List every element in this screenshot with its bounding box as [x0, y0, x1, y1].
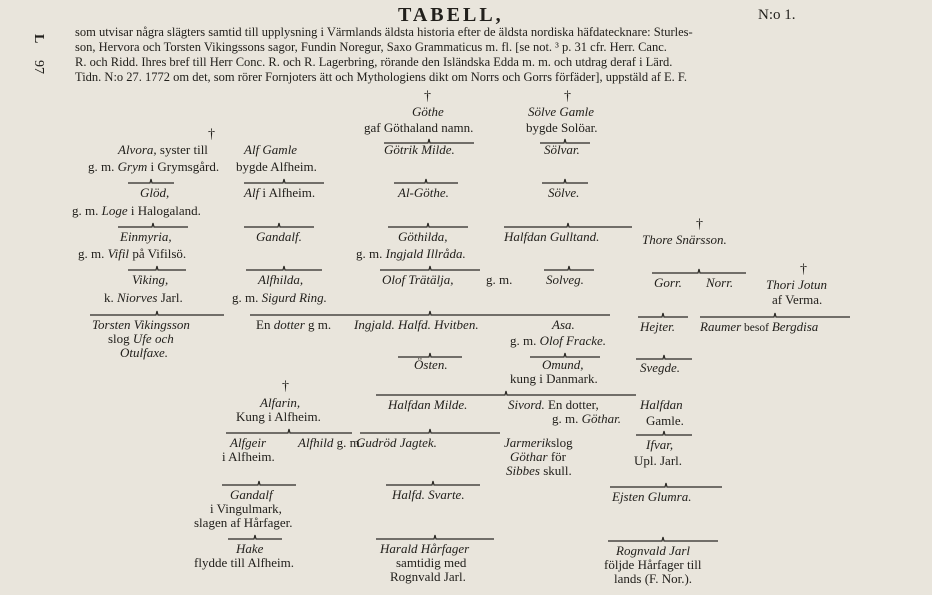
text: k. [104, 290, 117, 305]
entry-rognvald-jarl: Rognvald Jarl. [390, 569, 466, 584]
name: Olof Fracke. [539, 333, 607, 348]
entry-solvar: Sölvar. [544, 142, 580, 157]
bracket [544, 265, 594, 271]
text: slog [550, 435, 573, 450]
bracket [610, 482, 722, 488]
bracket [700, 312, 850, 318]
cross-mark: † [800, 262, 807, 277]
entry-alfhild [298, 436, 363, 450]
entry-upl-jarl: Upl. Jarl. [634, 453, 683, 468]
entry-jarmerik [504, 436, 573, 450]
entry-asa: Asa. [552, 317, 575, 332]
entry-vingulmark: i Vingulmark, [210, 501, 282, 516]
bracket [388, 222, 468, 228]
name: Alf [244, 185, 260, 200]
entry-loge [72, 204, 201, 218]
text: i Alfheim. [259, 185, 316, 200]
name: Sibbes [506, 463, 540, 478]
name: Loge [101, 203, 128, 218]
bracket [376, 390, 636, 396]
entry-torsten: Torsten Vikingsson [92, 317, 190, 332]
table-number: N:o 1. [758, 7, 796, 23]
entry-lands: lands (F. Nor.). [614, 571, 693, 586]
entry-alfgeir: Alfgeir [230, 435, 267, 450]
entry-niorves [104, 291, 183, 305]
cross-mark: † [564, 89, 571, 104]
name: Ufe och [132, 331, 174, 346]
intro-line-2: son, Hervora och Torsten Vikingssons sagor, Fundin Noregur, Saxo Grammaticus m. fl. [se not. ³ p. 31 cfr. Herr. Canc. [75, 40, 667, 54]
text: på Vifilsö. [129, 246, 187, 261]
entry-solve-gamle: Sölve Gamle [528, 104, 595, 119]
entry-gothar-for [510, 450, 566, 464]
entry-gamle: Gamle. [646, 413, 684, 428]
entry-halfd-svarte: Halfd. Svarte. [392, 487, 465, 502]
bracket [380, 265, 480, 271]
name: Grym [117, 159, 148, 174]
entry-norr: Norr. [706, 275, 734, 290]
name: Göthar [510, 449, 548, 464]
text: g. m. [72, 203, 102, 218]
entry-alf-gamle: Alf Gamle [244, 142, 298, 157]
text: g. m. [232, 290, 262, 305]
bracket [244, 178, 324, 184]
name: dotter [273, 317, 305, 332]
entry-olof-fracke [510, 334, 606, 348]
bracket [376, 534, 494, 540]
entry-raumer [700, 320, 818, 335]
bracket [504, 222, 632, 228]
entry-thore: Thore Snärsson. [642, 232, 727, 247]
bracket [386, 480, 480, 486]
bracket [542, 178, 588, 184]
bracket [638, 312, 688, 318]
entry-halfdan-gulltand: Halfdan Gulltand. [504, 229, 600, 244]
margin-mark: L [31, 34, 46, 44]
entry-viking: Viking, [132, 272, 169, 287]
text: g. m. [88, 159, 118, 174]
cross-mark: † [282, 379, 289, 394]
entry-thori-jotun: Thori Jotun [766, 277, 828, 292]
text: g. m. [552, 411, 582, 426]
entry-gaf-gothaland: gaf Göthaland namn. [364, 120, 474, 135]
text: besof [741, 322, 772, 334]
text: En [256, 317, 274, 332]
entry-alf [244, 186, 315, 200]
text: skull. [539, 463, 572, 478]
text: g. m. [333, 435, 364, 450]
intro-line-4: Tidn. N:o 27. 1772 om det, som rörer Fornjoters ätt och Mythologiens dikt om Norrs och Gorrs förfäder], uppstäld af E. F. [75, 70, 687, 84]
name: Alvora, [118, 142, 157, 157]
cross-mark: † [424, 89, 431, 104]
bracket [128, 265, 186, 271]
entry-svegde: Svegde. [640, 360, 681, 375]
text: g. m. [510, 333, 540, 348]
entry-glod: Glöd, [140, 185, 170, 200]
name: Göthar. [581, 411, 621, 426]
cross-mark: † [208, 127, 215, 142]
entry-gothe: Göthe [412, 104, 444, 119]
entry-ejsten: Ejsten Glumra. [612, 489, 692, 504]
entry-hake: Hake [236, 541, 264, 556]
bracket [244, 222, 314, 228]
intro-line-3: R. och Ridd. Ihres bref till Herr Conc. R. och R. Lagerbring, rörande den Isländska Edda m. m. och utdrag deraf i Lärd. [75, 55, 673, 69]
entry-gudrod: Gudröd Jagtek. [356, 435, 437, 450]
text: i Grymsgård. [147, 159, 220, 174]
entry-alfhilda: Alfhilda, [258, 272, 304, 287]
entry-gandalf: Gandalf. [256, 229, 302, 244]
entry-solve: Sölve. [548, 185, 580, 200]
entry-flydde: flydde till Alfheim. [194, 555, 295, 570]
entry-sivord [508, 398, 599, 412]
page-title: TABELL, [398, 4, 504, 26]
bracket [246, 265, 322, 271]
entry-samtidig: samtidig med [396, 555, 467, 570]
entry-slog [108, 332, 174, 346]
entry-slagen: slagen af Hårfager. [194, 515, 293, 530]
entry-gandalf-vingulmark: Gandalf [230, 487, 273, 502]
entry-vifil [78, 247, 186, 261]
entry-ifvar: Ifvar, [646, 437, 674, 452]
bracket-long [250, 310, 610, 316]
entry-rognvald: Rognvald Jarl [616, 543, 691, 558]
entry-osten: Östen. [414, 357, 448, 372]
name: Raumer [700, 319, 742, 334]
bracket [652, 268, 746, 274]
name: Sigurd Ring. [261, 290, 327, 305]
name: Bergdisa [771, 319, 819, 334]
entry-af-verma: af Verma. [772, 292, 823, 307]
entry-kung-danmark: kung i Danmark. [510, 371, 598, 386]
name: Vifil [107, 246, 130, 261]
bracket [228, 534, 282, 540]
entry-solveg: Solveg. [546, 272, 584, 287]
text: En dotter, [544, 397, 599, 412]
text: i Halogaland. [127, 203, 201, 218]
entry-gorr: Gorr. [654, 275, 682, 290]
entry-gothilda: Göthilda, [398, 229, 448, 244]
entry-soloar: bygde Solöar. [526, 120, 598, 135]
text: g. m. [78, 246, 108, 261]
text: g m. [304, 317, 332, 332]
entry-olof-gm: g. m. [486, 272, 513, 287]
name: Niorves [117, 290, 158, 305]
entry-alfarin: Alfarin, [260, 395, 301, 410]
entry-gothar [552, 412, 621, 426]
entry-bygde-alfheim: bygde Alfheim. [236, 159, 317, 174]
entry-otulfaxe: Otulfaxe. [120, 345, 169, 360]
entry-halfdan-gamle: Halfdan [640, 397, 683, 412]
bracket [118, 222, 188, 228]
intro-line-1: som utvisar några slägters samtid till upplysning i Värmlands äldsta historia efter de äldsta nordiska häfdatecknare: Sturles- [75, 25, 693, 39]
bracket [128, 178, 174, 184]
entry-halfdan-milde: Halfdan Milde. [388, 397, 468, 412]
entry-hejter: Hejter. [640, 319, 676, 334]
entry-alfgeir-alfheim: i Alfheim. [222, 449, 275, 464]
name: Ingjald Illråda. [385, 246, 466, 261]
bracket [360, 428, 500, 434]
entry-kung-alfheim: Kung i Alfheim. [236, 409, 321, 424]
entry-al-gothe: Al-Göthe. [398, 185, 449, 200]
entry-harald: Harald Hårfager [380, 541, 470, 556]
bracket [222, 480, 296, 486]
entry-grym [88, 160, 219, 174]
entry-einmyria: Einmyria, [120, 229, 172, 244]
name: Jarmerik [504, 435, 551, 450]
entry-ingjald-halfdan: Ingjald. Halfd. Hvitben. [354, 317, 479, 332]
cross-mark: † [696, 217, 703, 232]
bracket [636, 430, 692, 436]
bracket [226, 428, 352, 434]
margin-page-number: 97 [31, 60, 46, 74]
entry-omund: Omund, [542, 357, 584, 372]
entry-gotrik: Götrik Milde. [384, 142, 455, 157]
text: syster till [156, 142, 208, 157]
entry-ingjald-illrada [356, 247, 466, 261]
entry-sigurd [232, 291, 327, 305]
entry-en-dotter [256, 318, 331, 332]
entry-sibbes [506, 464, 572, 478]
entry-alvora [118, 143, 208, 157]
bracket [608, 536, 718, 542]
entry-olof-tratalja: Olof Trätälja, [382, 272, 454, 287]
name: Sivord. [508, 397, 545, 412]
text: slog [108, 331, 133, 346]
bracket [394, 178, 458, 184]
text: Jarl. [157, 290, 183, 305]
text: g. m. [356, 246, 386, 261]
name: Alfhild [298, 435, 334, 450]
entry-foljde: följde Hårfager till [604, 557, 702, 572]
text: för [547, 449, 566, 464]
bracket [90, 310, 224, 316]
